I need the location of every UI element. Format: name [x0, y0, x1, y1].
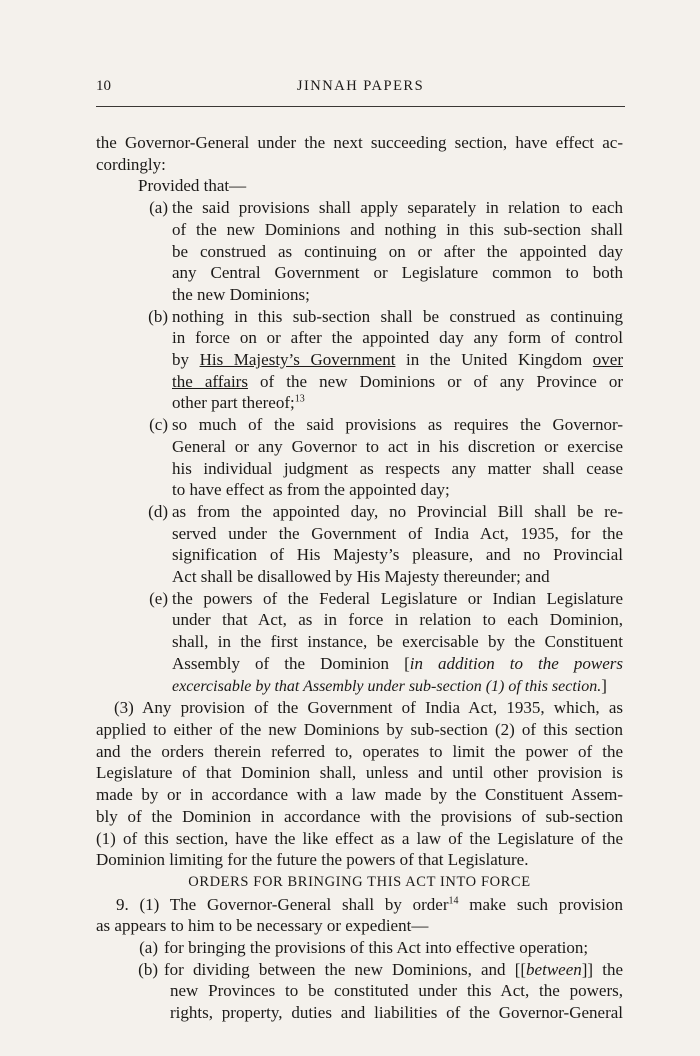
text-line: so much of the said provisions as requires the Governor-	[172, 415, 623, 435]
text-line: in force on or after the appointed day any form of control	[172, 328, 623, 348]
clause-d	[96, 501, 623, 523]
provided-that: Provided that—	[138, 176, 247, 196]
clause-label: (d)	[148, 501, 168, 521]
text-line: the new Dominions;	[172, 284, 310, 304]
text-line: the powers of the Federal Legislature or Indian Legislature	[172, 588, 623, 608]
text-line: under that Act, as in force in relation to each Dominion,	[172, 610, 623, 630]
text-line: by His Majesty’s Government in the United Kingdom over	[172, 350, 623, 370]
text-line: applied to either of the new Dominions by sub-section (2) of this section	[96, 719, 623, 739]
text-line: for dividing between the new Dominions, and [[between]] the	[164, 959, 623, 979]
text-line: the affairs of the new Dominions or of any Province or	[172, 371, 623, 391]
running-head	[96, 78, 625, 102]
text-line: Dominion limiting for the future the powers of that Legislature.	[96, 850, 529, 870]
header-rule	[96, 106, 625, 107]
clause-label: (a)	[149, 198, 168, 218]
clause-a	[96, 197, 623, 219]
text-line: signification of His Majesty’s pleasure, and no Provincial	[172, 545, 623, 565]
text-line: other part thereof;$^{13}$	[172, 393, 305, 413]
underlined-text: over	[592, 350, 623, 370]
clause-label: (b)	[148, 306, 168, 326]
text-line: excercisable by that Assembly under sub-section (1) of this section.]	[172, 675, 607, 695]
text-line: nothing in this sub-section shall be construed as continuing	[172, 306, 623, 326]
text-line: (3) Any provision of the Government of India Act, 1935, which, as	[114, 698, 623, 718]
text-line: Legislature of that Dominion shall, unless and until other provision is	[96, 763, 623, 783]
italic-text: excercisable by that Assembly under sub-section (1) of this section.	[172, 677, 602, 695]
text-line: (1) of this section, have the like effect as a law of the Legislature of the	[96, 828, 623, 848]
clause-label: (e)	[149, 588, 168, 608]
text-line: of the new Dominions and nothing in this sub-section shall	[172, 219, 623, 239]
text-line: for bringing the provisions of this Act into effective operation;	[164, 938, 589, 958]
text-line: the Governor-General under the next succeeding section, have effect ac-	[96, 133, 623, 152]
footnote-ref: 13	[294, 393, 305, 405]
text-line: and the orders therein referred to, operates to limit the power of the	[96, 741, 623, 761]
italic-text: between	[526, 959, 582, 979]
text-line: bly of the Dominion in accordance with the provisions of sub-section	[96, 806, 623, 826]
text-line: to have effect as from the appointed day;	[172, 480, 450, 500]
text-line: cordingly:	[96, 154, 166, 174]
text-line: any Central Government or Legislature common to both	[172, 263, 623, 283]
text-line: shall, in the first instance, be exercisable by the Constituent	[172, 632, 623, 652]
text-line: made by or in accordance with a law made by the Constituent Assem-	[96, 785, 623, 805]
text-line: as from the appointed day, no Provincial Bill shall be re-	[172, 501, 623, 521]
clause-9b	[96, 959, 623, 981]
clause-e	[96, 588, 623, 610]
underlined-text: the affairs	[172, 371, 248, 391]
clause-label: (c)	[149, 415, 168, 435]
page-body	[96, 132, 623, 1024]
page-number: 10	[96, 78, 111, 94]
text-line: General or any Governor to act in his discretion or exercise	[172, 436, 623, 456]
italic-text: in addition to the powers	[409, 653, 623, 673]
text-line: his individual judgment as respects any matter shall cease	[172, 458, 623, 478]
footnote-ref: 14	[448, 894, 459, 906]
clause-label: (a)	[139, 938, 158, 958]
text-line: Act shall be disallowed by His Majesty thereunder; and	[172, 567, 550, 587]
clause-label: (b)	[138, 959, 158, 979]
running-title: JINNAH PAPERS	[296, 78, 425, 94]
text-line: be construed as continuing on or after the appointed day	[172, 241, 623, 261]
text-line: new Provinces to be constituted under this Act, the powers,	[170, 981, 623, 1001]
text-line: Assembly of the Dominion [in addition to the powers	[172, 653, 623, 673]
clause-b	[96, 306, 623, 328]
underlined-text: His Majesty’s Government	[199, 350, 396, 370]
section-heading: ORDERS FOR BRINGING THIS ACT INTO FORCE	[188, 873, 531, 890]
clause-c	[96, 414, 623, 436]
text-line: served under the Government of India Act, 1935, for the	[172, 523, 623, 543]
text-line: as appears to him to be necessary or expedient—	[96, 916, 429, 936]
text-line: rights, property, duties and liabilities of the Governor-General	[170, 1003, 623, 1023]
clause-9a	[96, 937, 623, 959]
text-line: 9. (1) The Governor-General shall by order$^{14}$ make such provision	[116, 894, 623, 914]
text-line: the said provisions shall apply separately in relation to each	[172, 198, 623, 218]
